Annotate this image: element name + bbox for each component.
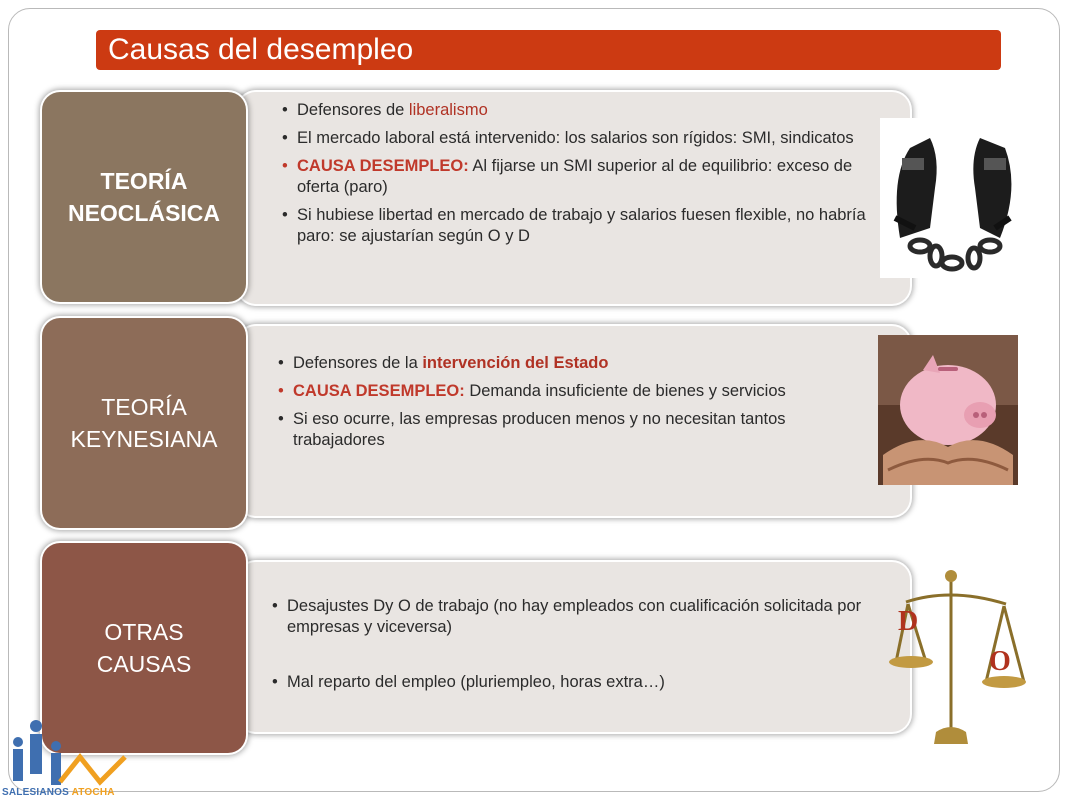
label-line: TEORÍA: [101, 394, 187, 420]
scale-left-label: D: [898, 606, 919, 637]
bullet-list-otras: [272, 596, 882, 700]
label-line: NEOCLÁSICA: [67, 200, 221, 226]
broken-chains-icon: [880, 118, 1030, 278]
list-item: • Defensores de liberalismo: [282, 100, 882, 121]
label-line: KEYNESIANA: [70, 426, 218, 452]
list-item: • El mercado laboral está intervenido: los salarios son rígidos: SMI, sindicatos: [282, 128, 882, 149]
label-box-keynesiana: [42, 318, 246, 528]
title-bar: [96, 30, 1001, 70]
list-item: • Mal reparto del empleo (pluriempleo, horas extra…): [272, 672, 882, 693]
piggy-bank-icon: [878, 335, 1018, 485]
logo-text: SALESIANOS ATOCHA: [2, 787, 115, 798]
list-item: • Defensores de la intervención del Estado: [278, 353, 878, 374]
label-line: CAUSAS: [96, 651, 192, 677]
scale-right-label: O: [989, 646, 1011, 677]
label-line: TEORÍA: [100, 168, 188, 194]
page-title: Causas del desempleo: [108, 33, 414, 66]
list-item: • Si eso ocurre, las empresas producen menos y no necesitan tantos trabajadores: [278, 409, 878, 451]
list-item: • CAUSA DESEMPLEO: Al fijarse un SMI superior al de equilibrio: exceso de oferta (paro): [282, 156, 882, 198]
list-item: • Si hubiese libertad en mercado de trabajo y salarios fuesen flexible, no habría paro: se ajustarían según O y D: [282, 205, 882, 247]
bullet-list-keynesiana: [278, 353, 878, 458]
balance-scale-icon: [886, 562, 1036, 752]
bullet-list-neoclasica: [282, 100, 882, 254]
list-item: • CAUSA DESEMPLEO: Demanda insuficiente de bienes y servicios: [278, 381, 878, 402]
label-line: OTRAS: [104, 619, 184, 645]
label-box-neoclasica: [42, 92, 246, 302]
list-item: • Desajustes Dy O de trabajo (no hay empleados con cualificación solicitada por empresas y viceversa): [272, 596, 882, 638]
